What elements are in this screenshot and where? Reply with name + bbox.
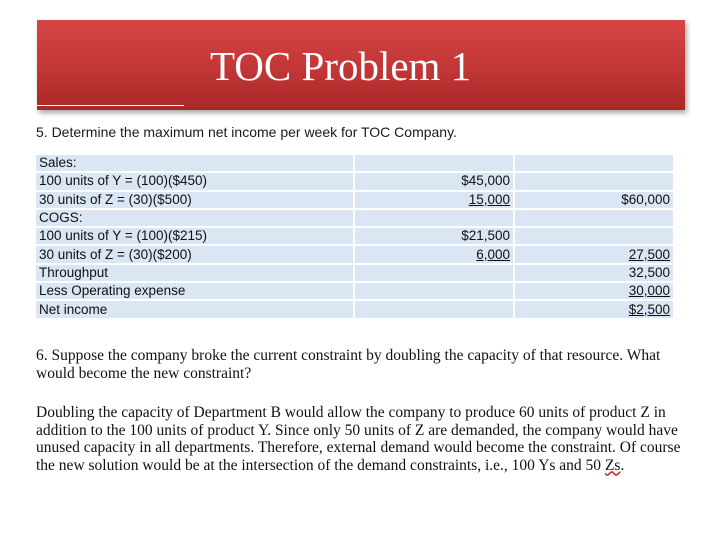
question-5: 5. Determine the maximum net income per week for TOC Company.	[36, 124, 457, 140]
table-cell	[36, 210, 353, 226]
row-amount: $21,500	[461, 228, 510, 244]
row-total: 27,500	[628, 246, 670, 262]
row-amount: $45,000	[461, 173, 510, 189]
row-label: 100 units of Y = (100)($215)	[39, 228, 207, 244]
table-row	[36, 246, 673, 262]
table-cell	[515, 228, 673, 244]
table-cell	[36, 283, 353, 299]
table-cell	[355, 246, 513, 262]
table-cell	[515, 155, 673, 171]
answer-paragraph	[36, 404, 686, 474]
table-row	[36, 228, 673, 244]
row-total: $2,500	[628, 301, 670, 317]
table-row	[36, 210, 673, 226]
table-cell	[36, 173, 353, 189]
table-cell	[355, 210, 513, 226]
table-cell	[36, 228, 353, 244]
table-cell	[515, 265, 673, 281]
table-cell	[355, 228, 513, 244]
table-row	[36, 155, 673, 171]
table-cell	[36, 192, 353, 208]
table-cell	[355, 283, 513, 299]
row-total: 30,000	[628, 283, 670, 299]
row-label: 30 units of Z = (30)($200)	[39, 246, 192, 262]
table-cell	[355, 192, 513, 208]
table-cell	[355, 265, 513, 281]
table-row	[36, 173, 673, 189]
table-cell	[515, 173, 673, 189]
spellcheck-word: Zs	[604, 456, 621, 474]
table-cell	[515, 246, 673, 262]
table-cell	[515, 210, 673, 226]
row-total: 32,500	[628, 264, 670, 280]
answer-end-punct: .	[620, 456, 625, 474]
row-total: $60,000	[621, 191, 670, 207]
row-label: 30 units of Z = (30)($500)	[39, 191, 192, 207]
table-cell	[36, 265, 353, 281]
question-6: 6. Suppose the company broke the current constraint by doubling the capacity of that resource. What would become the new constraint?	[36, 347, 661, 382]
table-cell	[515, 301, 673, 317]
table-row	[36, 283, 673, 299]
row-label: Net income	[39, 301, 108, 317]
table-cell	[36, 155, 353, 171]
table-row	[36, 265, 673, 281]
income-table	[34, 153, 675, 320]
table-cell	[355, 301, 513, 317]
table-cell	[515, 192, 673, 208]
row-label: Sales:	[39, 155, 77, 171]
row-amount: 15,000	[468, 191, 510, 207]
table-cell	[515, 283, 673, 299]
row-label: COGS:	[39, 210, 83, 226]
table-cell	[355, 155, 513, 171]
table-row	[36, 301, 673, 317]
table-cell	[355, 173, 513, 189]
row-label: Less Operating expense	[39, 283, 186, 299]
table-cell	[36, 246, 353, 262]
answer-text: Doubling the capacity of Department B would allow the company to produce 60 units of product Z in addition to the 100 units of product Y. Since only 50 units of Z are demanded, the company would have unused capacity in all departments. Therefore, external demand would become the constraint. Of course the new solution would be at the intersection of the demand constraints, i.e., 100 Ys and 50	[36, 404, 681, 474]
title-divider	[37, 105, 184, 106]
row-amount: 6,000	[476, 246, 510, 262]
table-cell	[36, 301, 353, 317]
table-row	[36, 192, 673, 208]
row-label: Throughput	[39, 264, 109, 280]
row-label: 100 units of Y = (100)($450)	[39, 173, 207, 189]
slide-title: TOC Problem 1	[210, 43, 472, 89]
